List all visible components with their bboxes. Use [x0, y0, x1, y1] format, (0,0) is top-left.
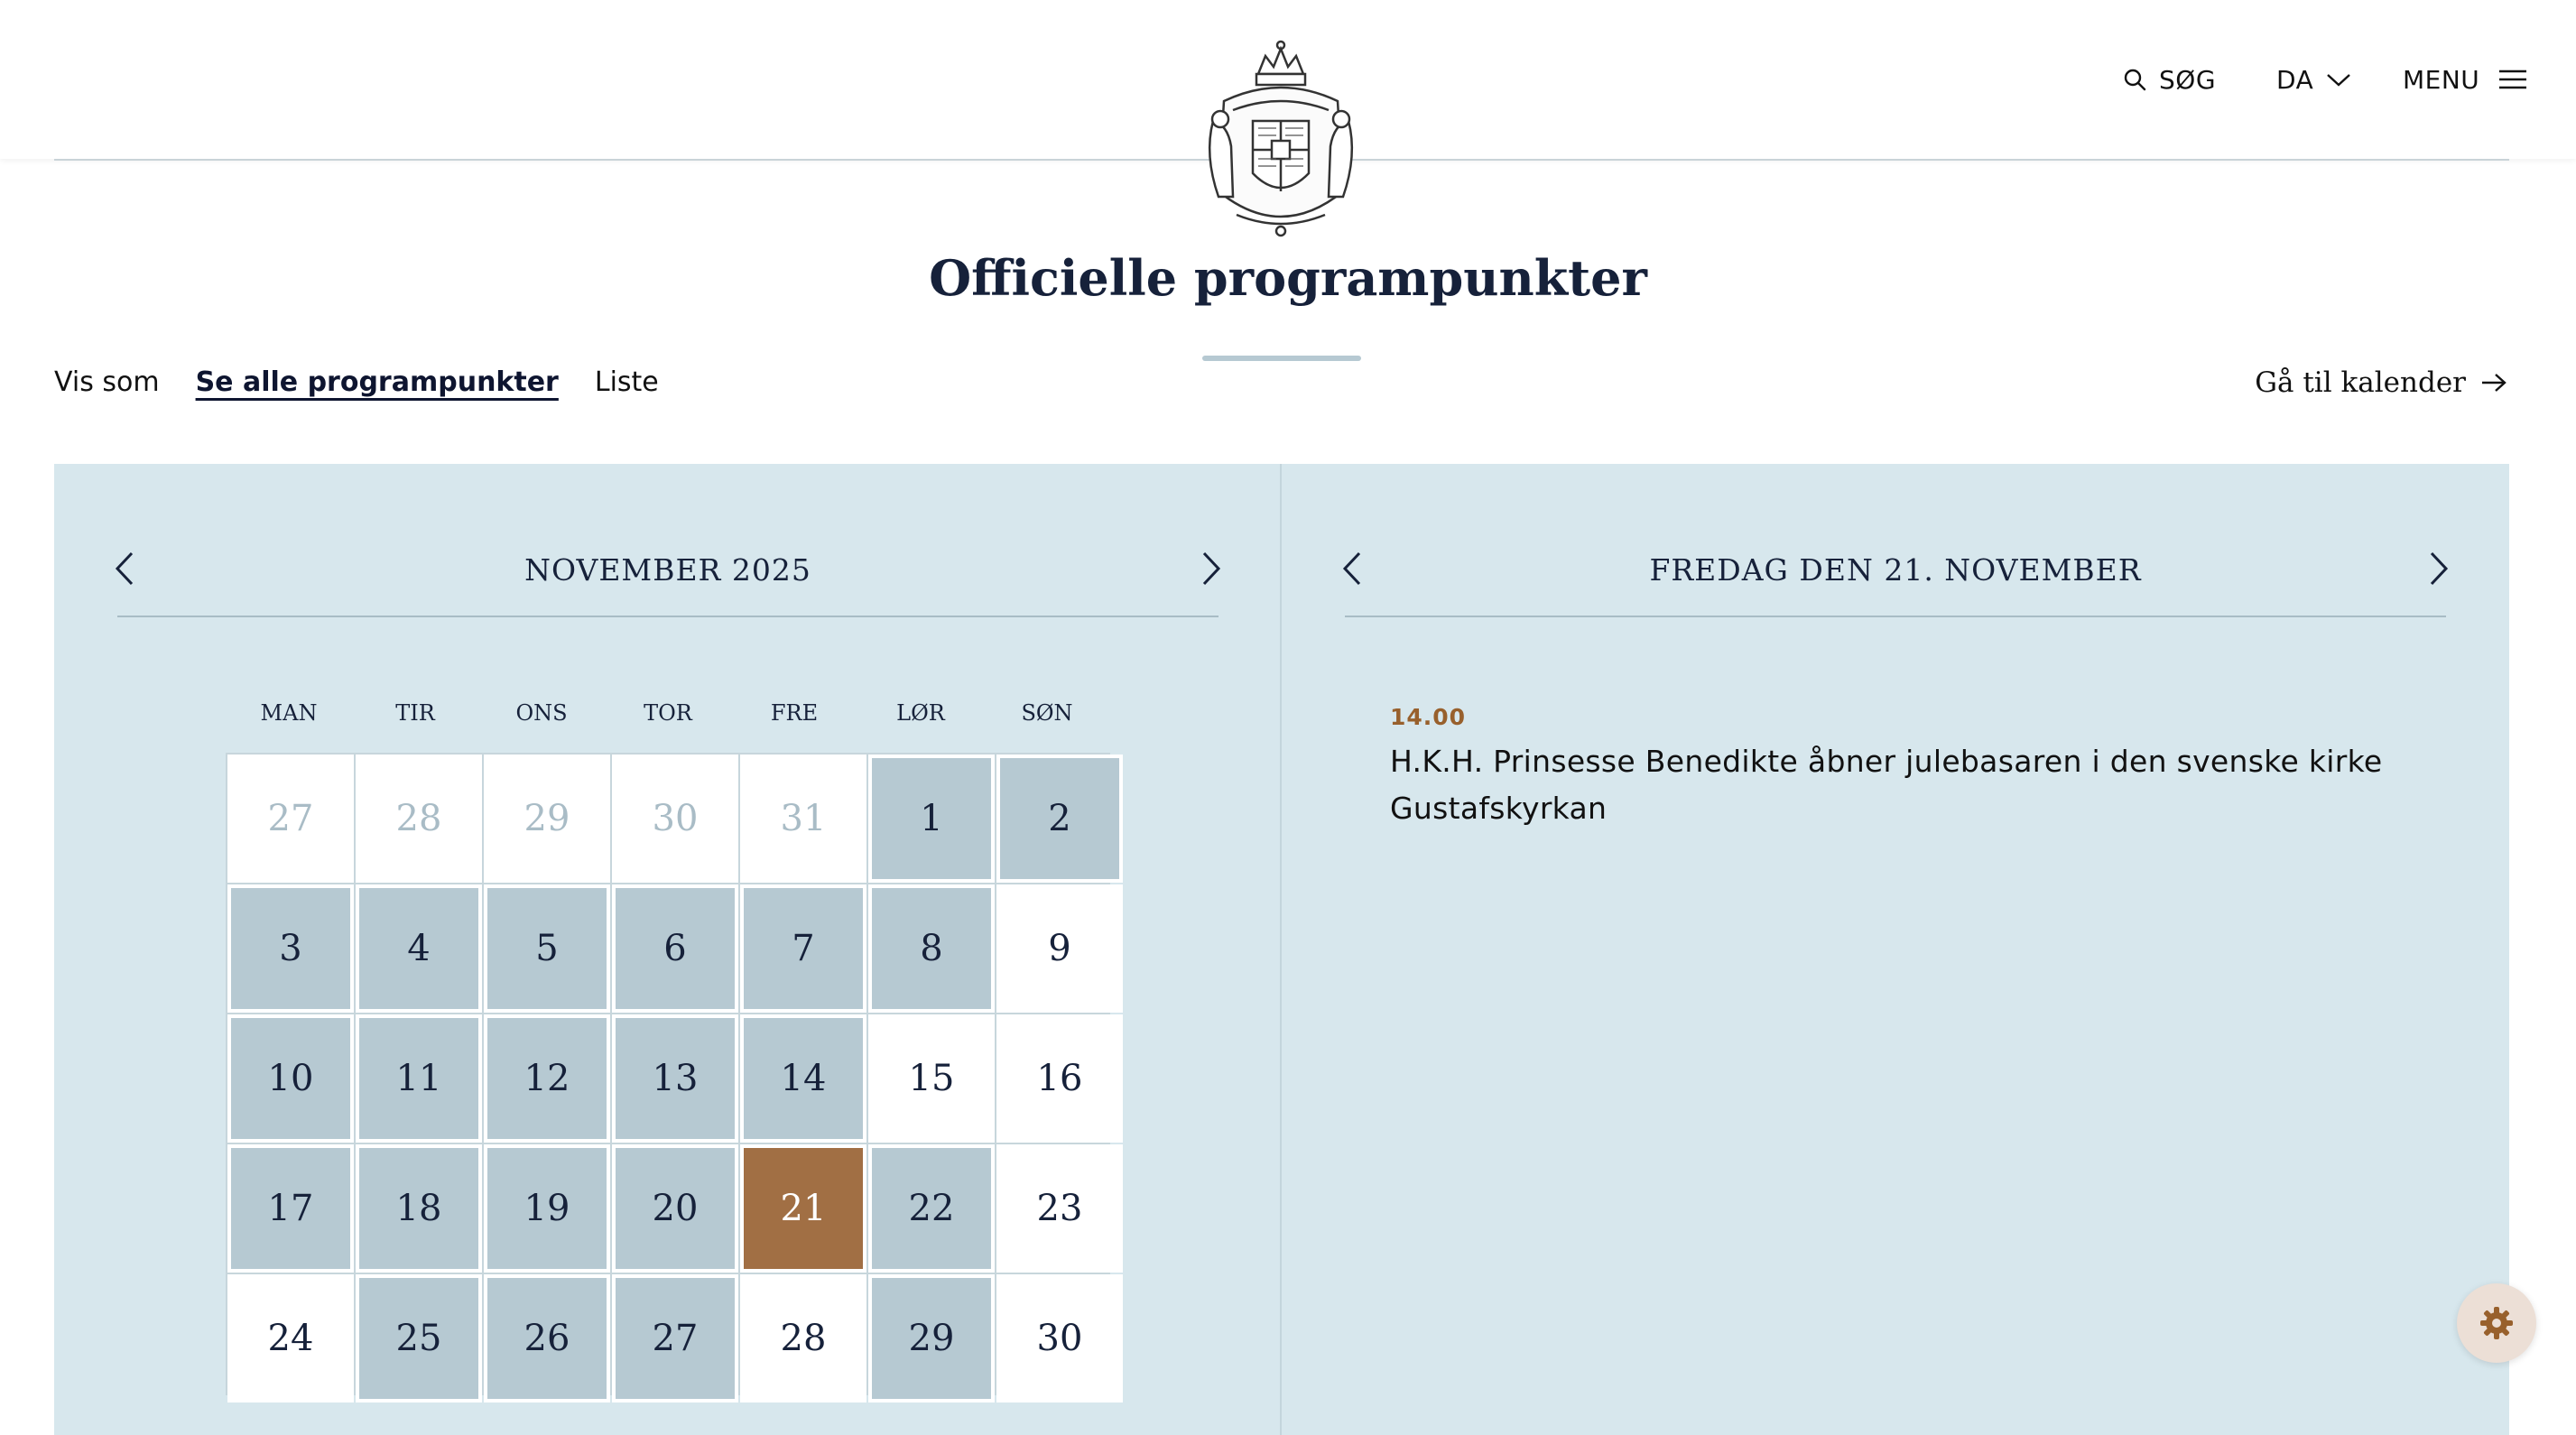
search-button[interactable]	[2123, 60, 2216, 99]
day-events-panel	[1282, 464, 2509, 1435]
royal-crest-icon[interactable]	[1188, 38, 1374, 247]
menu-button[interactable]	[2403, 60, 2526, 99]
weekday-header	[226, 700, 1110, 726]
month-label: NOVEMBER 2025	[524, 551, 811, 588]
calendar-day[interactable]: 27	[227, 755, 354, 883]
search-icon	[2123, 68, 2146, 91]
weekday-label: MAN	[260, 700, 318, 726]
calendar-day[interactable]: 9	[996, 884, 1123, 1013]
event-time: 14.00	[1390, 704, 1467, 730]
language-selector[interactable]	[2276, 60, 2351, 99]
calendar-day[interactable]: 26	[484, 1274, 610, 1403]
calendar-day[interactable]: 19	[484, 1144, 610, 1273]
event-title-link[interactable]: H.K.H. Prinsesse Benedikte åbner julebasaren i den svenske kirke Gustafskyrkan	[1390, 744, 2383, 826]
page-title: Officielle programpunkter	[929, 249, 1647, 307]
month-header-rule	[117, 616, 1219, 617]
calendar-day[interactable]: 30	[612, 755, 738, 883]
goto-calendar-label: Gå til kalender	[2255, 366, 2466, 399]
calendar-day[interactable]: 27	[612, 1274, 738, 1403]
calendar-day[interactable]: 15	[868, 1014, 995, 1143]
hamburger-icon	[2499, 69, 2526, 90]
calendar-day[interactable]: 16	[996, 1014, 1123, 1143]
calendar-day[interactable]: 10	[227, 1014, 354, 1143]
calendar-day-selected[interactable]: 21	[740, 1144, 866, 1273]
calendar-day[interactable]: 2	[996, 755, 1123, 883]
calendar-day[interactable]: 25	[356, 1274, 482, 1403]
view-prefix-label: Vis som	[54, 366, 160, 398]
view-switcher	[54, 366, 659, 398]
calendar-day[interactable]: 13	[612, 1014, 738, 1143]
day-heading: FREDAG DEN 21. NOVEMBER	[1649, 551, 2142, 588]
title-underline	[1202, 356, 1361, 361]
calendar-day[interactable]: 30	[996, 1274, 1123, 1403]
calendar-day[interactable]: 17	[227, 1144, 354, 1273]
arrow-right-icon	[2480, 372, 2507, 393]
calendar-day[interactable]: 29	[484, 755, 610, 883]
language-label: DA	[2276, 64, 2314, 95]
weekday-label: TIR	[395, 700, 435, 726]
weekday-label: ONS	[515, 700, 568, 726]
weekday-label: SØN	[1021, 700, 1073, 726]
weekday-label: TOR	[644, 700, 692, 726]
panel-divider	[1280, 464, 1282, 1435]
calendar-day[interactable]: 28	[740, 1274, 866, 1403]
calendar-day[interactable]: 7	[740, 884, 866, 1013]
calendar-day[interactable]: 6	[612, 884, 738, 1013]
goto-calendar-link[interactable]	[2255, 366, 2507, 399]
chevron-down-icon	[2326, 71, 2351, 88]
calendar-day[interactable]: 14	[740, 1014, 866, 1143]
next-day-button[interactable]	[2421, 549, 2457, 588]
calendar-day[interactable]: 4	[356, 884, 482, 1013]
calendar-day[interactable]: 11	[356, 1014, 482, 1143]
calendar-day[interactable]: 1	[868, 755, 995, 883]
calendar-day[interactable]: 18	[356, 1144, 482, 1273]
view-option-list[interactable]: Liste	[594, 366, 659, 398]
menu-label: MENU	[2403, 64, 2480, 95]
next-month-button[interactable]	[1193, 549, 1229, 588]
calendar-day[interactable]: 23	[996, 1144, 1123, 1273]
calendar-day[interactable]: 22	[868, 1144, 995, 1273]
view-option-all[interactable]: Se alle programpunkter	[195, 366, 559, 398]
calendar-grid	[226, 753, 1110, 1395]
calendar-day[interactable]: 5	[484, 884, 610, 1013]
chevron-right-icon	[1201, 551, 1221, 586]
search-label: SØG	[2159, 64, 2217, 95]
calendar-day[interactable]: 3	[227, 884, 354, 1013]
weekday-label: LØR	[896, 700, 945, 726]
weekday-label: FRE	[770, 700, 819, 726]
day-header-rule	[1345, 616, 2446, 617]
calendar-day[interactable]: 24	[227, 1274, 354, 1403]
cookie-settings-button[interactable]	[2457, 1283, 2536, 1363]
chevron-right-icon	[2429, 551, 2449, 586]
gear-icon	[2479, 1305, 2515, 1341]
calendar-day[interactable]: 8	[868, 884, 995, 1013]
calendar-day[interactable]: 29	[868, 1274, 995, 1403]
calendar-day[interactable]: 28	[356, 755, 482, 883]
calendar-day[interactable]: 31	[740, 755, 866, 883]
calendar-day[interactable]: 12	[484, 1014, 610, 1143]
calendar-day[interactable]: 20	[612, 1144, 738, 1273]
